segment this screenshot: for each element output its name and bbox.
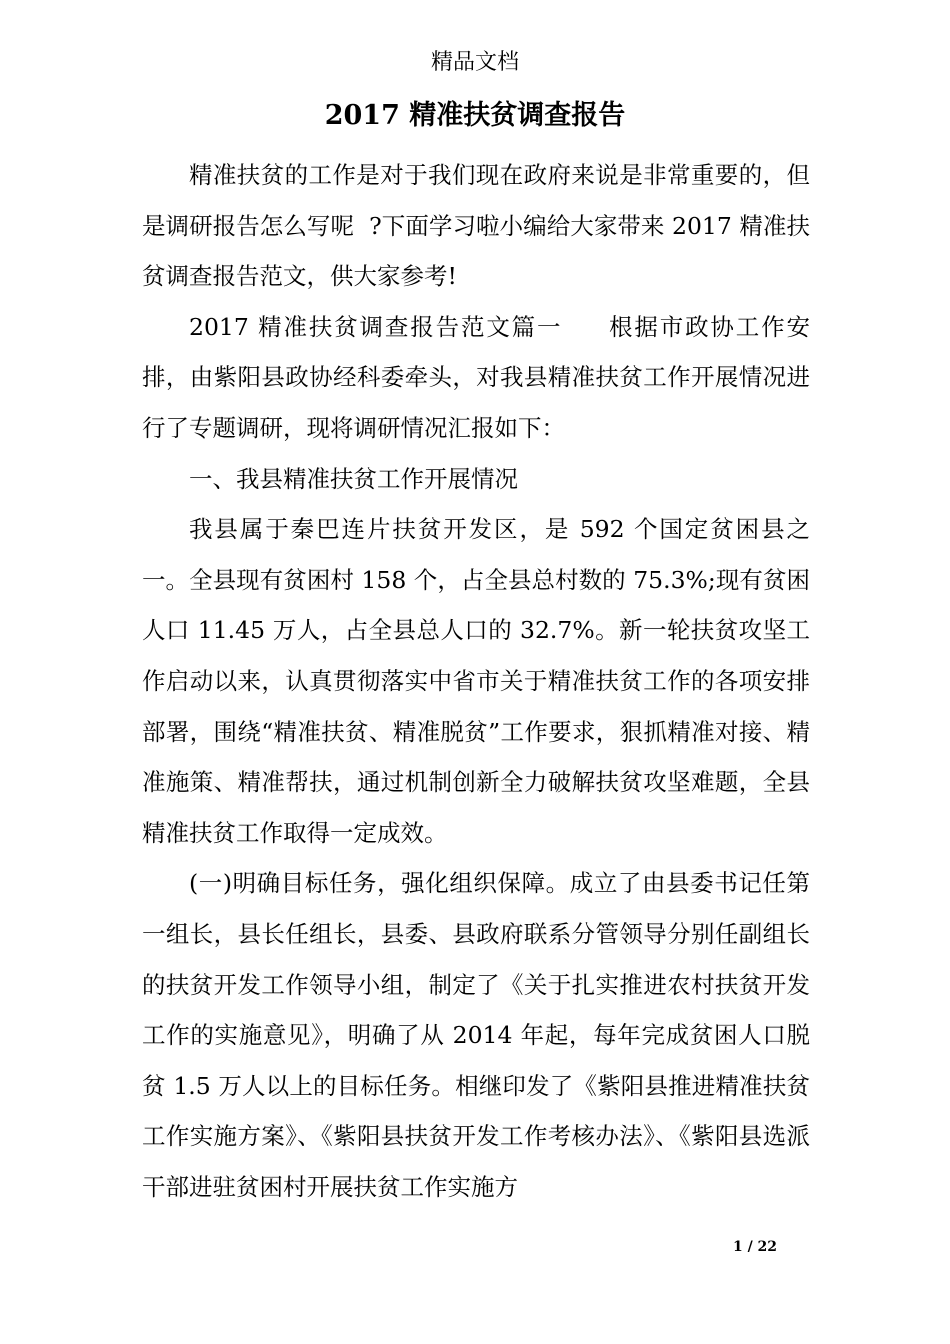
paragraph-county-overview: 我县属于秦巴连片扶贫开发区，是 592 个国定贫困县之一。全县现有贫困村 158 个，占全县总村数的 75.3%;现有贫困人口 11.45 万人，占全县总人口的 32.7%。新一轮扶贫攻坚工作启动以来，认真贯彻落实中省市关于精准扶贫工作的各项安排部署，围绕“精准扶贫、精准脱贫”工作要求，狠抓精准对接、精准施策、精准帮扶，通过机制创新全力破解扶贫攻坚难题，全县精准扶贫工作取得一定成效。 (142, 515, 810, 847)
paragraph-intro: 精准扶贫的工作是对于我们现在政府来说是非常重要的，但是调研报告怎么写呢 ?下面学习啦小编给大家带来 2017 精准扶贫调查报告范文，供大家参考! (142, 161, 810, 291)
paragraph-goal-tasks: (一)明确目标任务，强化组织保障。成立了由县委书记任第一组长，县长任组长，县委、县政府联系分管领导分别任副组长的扶贫开发工作领导小组，制定了《关于扎实推进农村扶贫开发工作的实施意见》，明确了从 2014 年起，每年完成贫困人口脱贫 1.5 万人以上的目标任务。相继印发了《紫阳县推进精准扶贫工作实施方案》、《紫阳县扶贫开发工作考核办法》、《紫阳县选派干部进驻贫困村开展扶贫工作实施方 (142, 869, 810, 1201)
document-body (142, 150, 810, 1212)
page-header: 精品文档 (430, 50, 519, 75)
document-title: 2017 精准扶贫调查报告 (324, 100, 626, 131)
section-heading: 一、我县精准扶贫工作开展情况 (189, 464, 518, 493)
page-number: 1 / 22 (732, 1239, 778, 1255)
paragraph-section-one-intro: 2017 精准扶贫调查报告范文篇一 根据市政协工作安排，由紫阳县政协经科委牵头，对我县精准扶贫工作开展情况进行了专题调研，现将调研情况汇报如下： (142, 312, 810, 442)
